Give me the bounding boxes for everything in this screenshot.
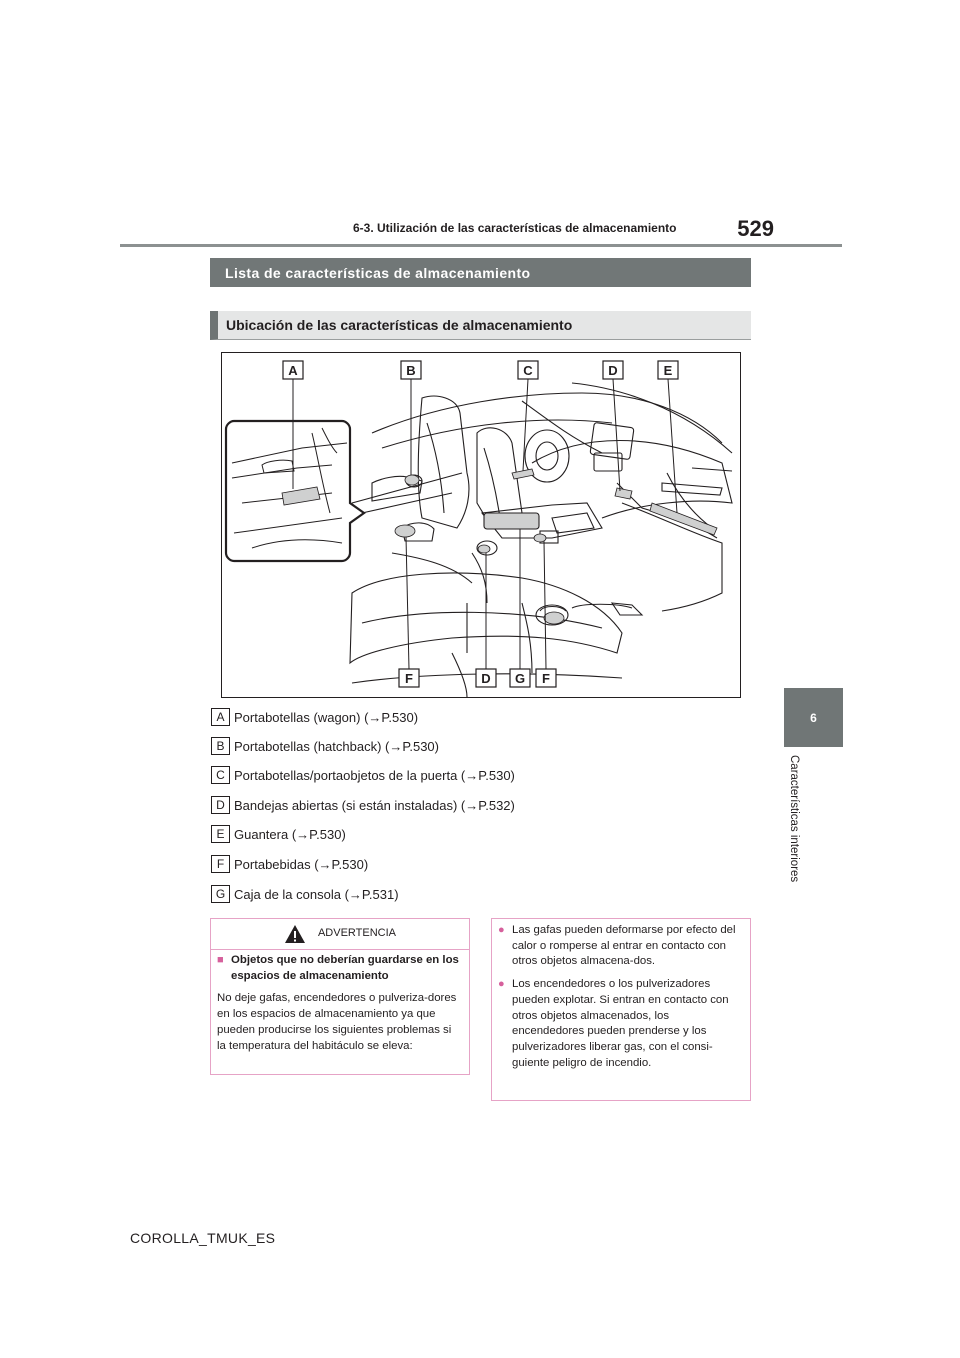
warning-header xyxy=(211,919,469,950)
callout-label-e: E xyxy=(663,363,673,378)
page-number: 529 xyxy=(737,216,774,241)
warning-bullet-text: Las gafas pueden deformarse por efecto del calor o romperse al entrar en contacto con otros objetos almacena-dos. xyxy=(512,924,736,968)
warning-body: No deje gafas, encendedores o pulveriza-dores en los espacios de almacenamiento ya que pueden producirse los siguientes problemas si la temperatura del habitáculo se eleva: xyxy=(217,992,457,1052)
item-text: Portabotellas/portaobjetos de la puerta (→P.530) xyxy=(234,767,515,783)
callout-label-d2: D xyxy=(481,671,491,686)
warning-bullet xyxy=(498,977,744,1071)
list-item xyxy=(211,706,418,728)
callout-label-a: A xyxy=(288,363,298,378)
interior-illustration xyxy=(221,352,741,698)
interior-drawing xyxy=(222,353,740,697)
list-item xyxy=(211,794,515,816)
location-banner: Ubicación de las características de almacenamiento xyxy=(210,311,751,340)
inset-wagon-door xyxy=(226,421,364,561)
section-title: 6-3. Utilización de las características de almacenamiento xyxy=(353,221,677,235)
item-text: Portabotellas (wagon) (→P.530) xyxy=(234,709,419,725)
list-item xyxy=(211,853,368,875)
callout-label-f1: F xyxy=(405,671,413,686)
chapter-label-text: Características interiores xyxy=(788,755,800,883)
item-text: Guantera (→P.530) xyxy=(234,826,346,842)
square-bullet-icon: ■ xyxy=(217,954,224,966)
header-rule xyxy=(120,244,842,247)
list-item xyxy=(211,764,515,786)
warning-box xyxy=(210,918,470,1075)
top-callouts xyxy=(283,361,678,379)
item-letter-badge: F xyxy=(211,855,230,873)
item-text: Portabebidas (→P.530) xyxy=(234,856,369,872)
circle-bullet-icon: ● xyxy=(498,978,505,991)
list-item xyxy=(211,823,346,845)
callout-label-c: C xyxy=(523,363,533,378)
warning-subheading-row xyxy=(217,953,463,984)
item-letter-badge: D xyxy=(211,796,230,814)
item-letter-badge: G xyxy=(211,885,230,903)
storage-highlights xyxy=(395,469,717,624)
chapter-label xyxy=(784,755,804,915)
item-letter-badge: B xyxy=(211,737,230,755)
item-letter-badge: E xyxy=(211,825,230,843)
item-letter-badge: A xyxy=(211,708,230,726)
list-item xyxy=(211,883,399,905)
item-text: Bandejas abiertas (si están instaladas) (→P.532) xyxy=(234,797,515,813)
item-text: Portabotellas (hatchback) (→P.530) xyxy=(234,738,439,754)
item-letter-badge: C xyxy=(211,766,230,784)
callout-label-f2: F xyxy=(542,671,550,686)
callout-label-b: B xyxy=(406,363,416,378)
warning-heading: ADVERTENCIA xyxy=(317,927,397,940)
callout-label-g: G xyxy=(514,671,526,686)
callout-label-d: D xyxy=(608,363,618,378)
warning-bullet-text: Los encendedores o los pulverizadores pueden explotar. Si entran en contacto con otros objetos almacenados, los encendedores pueden prenderse y los pulverizadores liberar gas, con el consi-guiente peligro de incendio. xyxy=(512,978,729,1069)
list-banner: Lista de características de almacenamiento xyxy=(210,258,751,287)
warning-bullet xyxy=(498,923,744,970)
warning-triangle-icon xyxy=(284,924,306,944)
warning-continued-box xyxy=(491,918,751,1101)
warning-subheading: Objetos que no deberían guardarse en los espacios de almacenamiento xyxy=(231,954,459,982)
circle-bullet-icon: ● xyxy=(498,924,505,936)
footer-code: COROLLA_TMUK_ES xyxy=(130,1230,276,1246)
chapter-tab: 6 xyxy=(784,688,843,747)
list-item xyxy=(211,735,439,757)
item-text: Caja de la consola (→P.531) xyxy=(234,886,399,902)
